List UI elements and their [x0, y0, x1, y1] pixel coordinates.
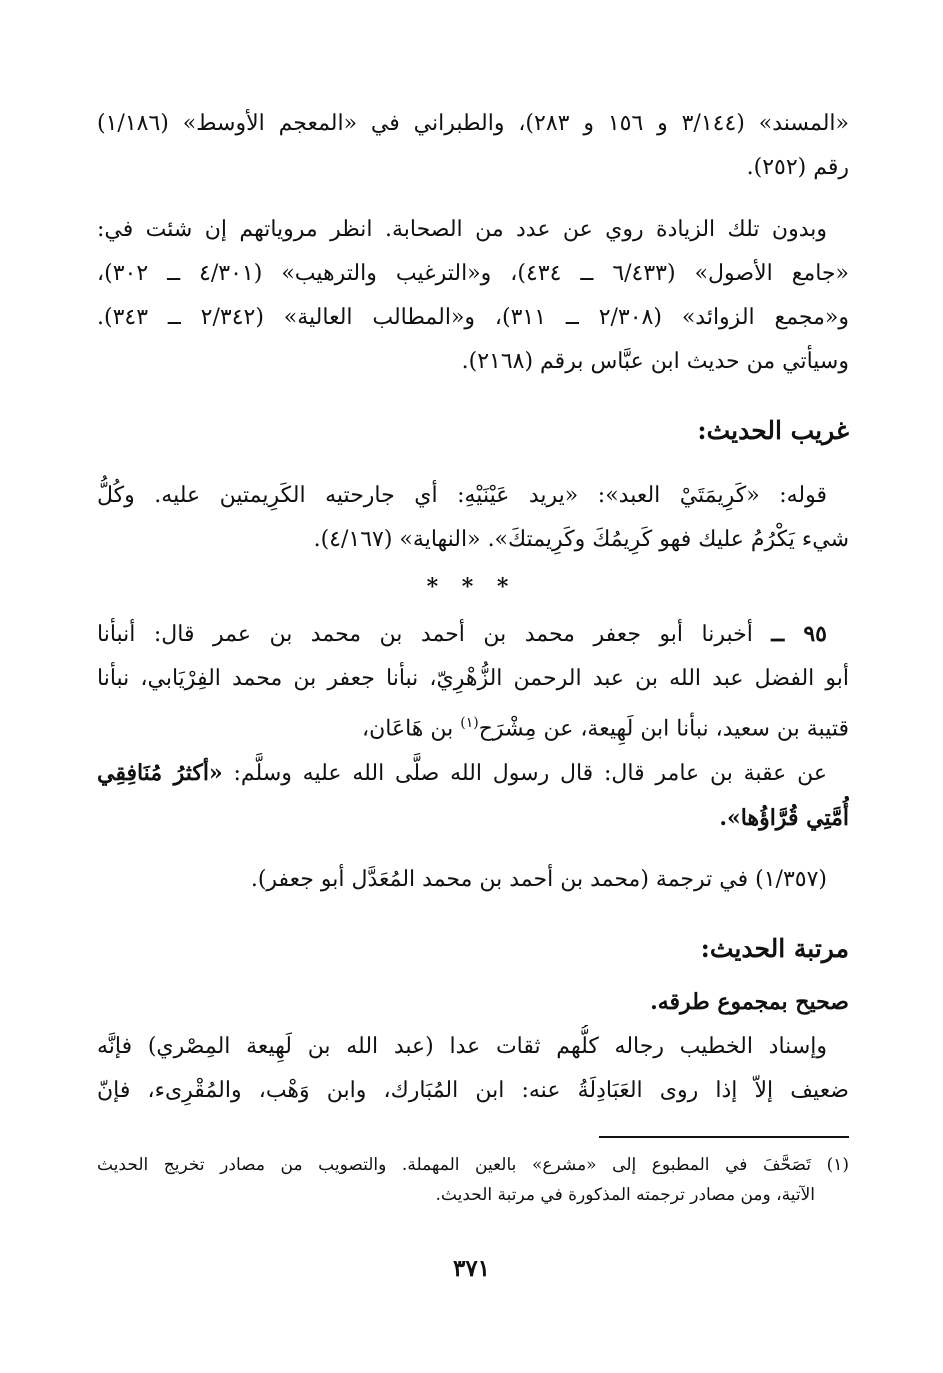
text-line: [97, 980, 849, 1025]
text-line: وإسناد الخطيب رجاله كلُّهم ثقات عدا (عبد الله بن لَهِيعة المِصْري) فإنَّه: [97, 1034, 827, 1059]
page-number: ٣٧١: [452, 1255, 491, 1282]
heading-rutbat-al-hadith: مرتبة الحديث:: [700, 934, 849, 963]
footnote-line: (١) تَصَحَّفَ في المطبوع إلى «مشرع» بالعين المهملة. والتصويب من مصادر تخريج الحديث: [97, 1155, 849, 1175]
text-line: (١/٣٥٧) في ترجمة (محمد بن أحمد بن محمد المُعَدَّل أبو جعفر).: [250, 867, 827, 892]
text-line: ضعيف إلاّ إذا روى العَبَادِلَةُ عنه: ابن المُبَارك، وابن وَهْب، والمُقْرِىء، فإنّ: [97, 1078, 849, 1103]
footnote-separator: [599, 1136, 849, 1138]
footnote-marker[interactable]: (١): [460, 715, 479, 731]
heading-gharib-al-hadith: غريب الحديث:: [697, 416, 849, 445]
text-line: «جامع الأصول» (٦/٤٣٣ ــ ٤٣٤)، و«الترغيب والترهيب» (٤/٣٠١ ــ ٣٠٢)،: [97, 261, 849, 286]
takhrij-line: [97, 858, 849, 902]
text-line: وبدون تلك الزيادة روي عن عدد من الصحابة. انظر مروياتهم إن شئت في:: [97, 217, 827, 242]
hadith-number: ٩٥ ــ: [771, 621, 827, 647]
text-line: رقم (٢٥٢).: [746, 155, 849, 180]
section-separator-stars: * * *: [426, 574, 517, 600]
grading-verdict: صحيح بمجموع طرقه.: [650, 989, 849, 1015]
text-line: قوله: «كَرِيمَتَيْ العبد»: «يريد عَيْنَيْهِ: أي جارحتيه الكَرِيمتين عليه. وكُلُّ: [97, 483, 827, 508]
other-narrations-paragraph: [97, 208, 849, 384]
text-line: و«مجمع الزوائد» (٢/٣٠٨ ــ ٣١١)، و«المطالب العالية» (٢/٣٤٢ ــ ٣٤٣).: [97, 305, 849, 330]
text-line: «المسند» (٣/١٤٤ و ١٥٦ و ٢٨٣)، والطبراني في «المعجم الأوسط» (١/١٨٦): [97, 111, 849, 136]
isnad-text: قتيبة بن سعيد، نبأنا ابن لَهِيعة، عن مِشْرَح: [478, 716, 849, 742]
gharib-paragraph: [97, 474, 849, 562]
takhrij-continuation: [97, 102, 849, 190]
text-line: [97, 751, 849, 796]
grading-paragraph: [97, 980, 849, 1113]
isnad-text: أخبرنا أبو جعفر محمد بن أحمد بن محمد بن عمر قال: أنبأنا: [97, 622, 753, 647]
text-line: [97, 701, 849, 751]
matn-bold: «أكثرُ مُنَافِقِي: [97, 760, 223, 787]
matn-bold: أُمَّتِي قُرَّاؤُها».: [719, 805, 849, 832]
matn-text: عن عقبة بن عامر قال: قال رسول الله صلَّى الله عليه وسلَّم:: [233, 761, 827, 787]
isnad-text: بن هَاعَان،: [362, 716, 461, 742]
hadith-95: [97, 612, 849, 841]
text-line: وسيأتي من حديث ابن عبَّاس برقم (٢١٦٨).: [461, 349, 849, 374]
text-line: شيء يَكْرُمُ عليك فهو كَرِيمُكَ وكَرِيمتكَ». «النهاية» (٤/١٦٧).: [313, 527, 849, 552]
footnote: [97, 1150, 849, 1210]
text-line: أبو الفضل عبد الله بن عبد الرحمن الزُّهْرِيّ، نبأنا جعفر بن محمد الفِرْيَابي، نبأنا: [97, 666, 849, 691]
footnote-line: الآتية، ومن مصادر ترجمته المذكورة في مرتبة الحديث.: [435, 1185, 815, 1205]
text-line: [97, 612, 849, 657]
text-line: [97, 796, 849, 841]
